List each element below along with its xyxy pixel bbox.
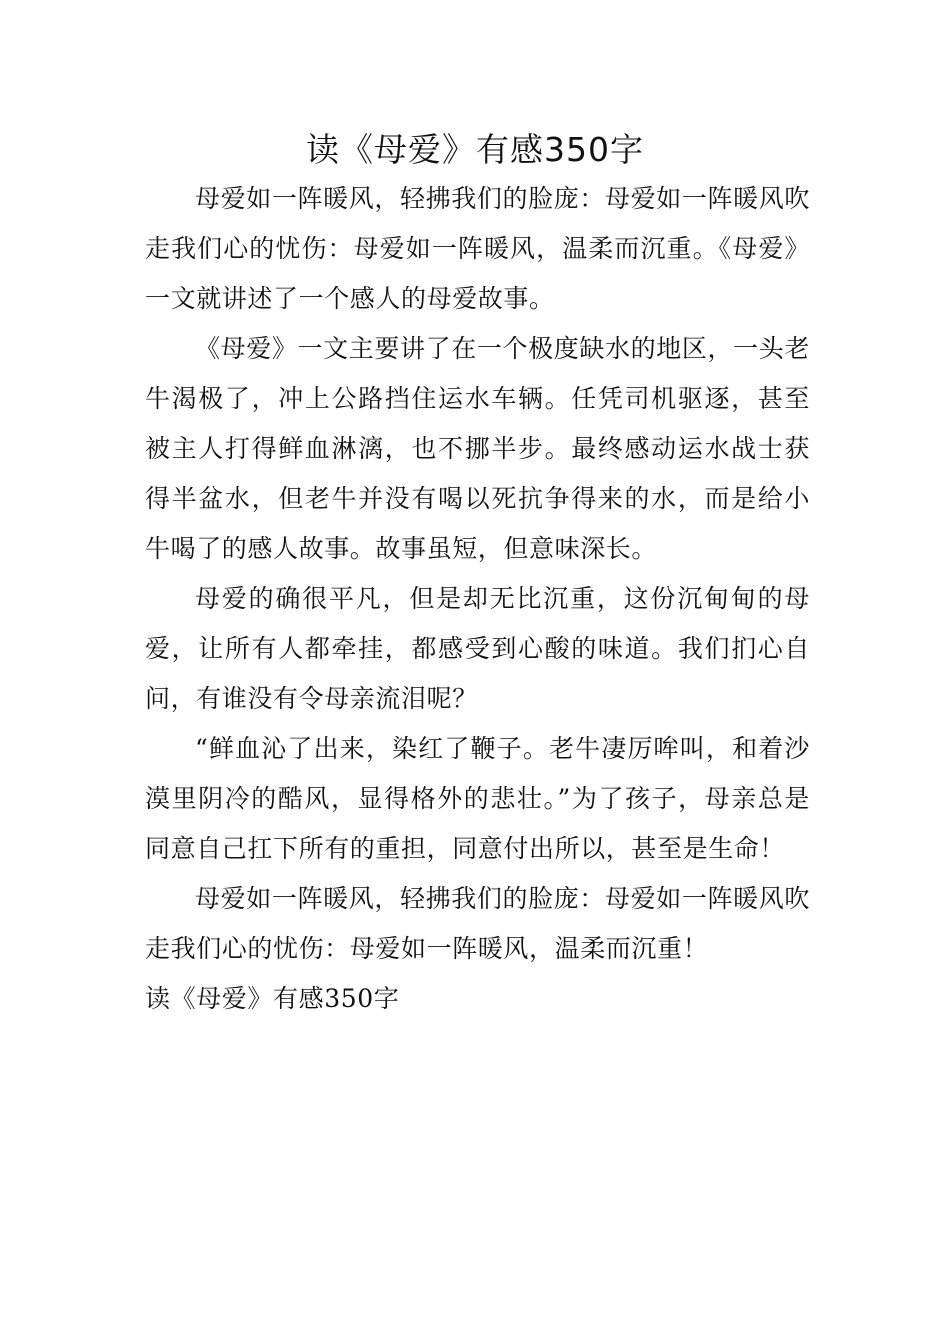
paragraph-2: 《母爱》一文主要讲了在一个极度缺水的地区，一头老牛渴极了，冲上公路挡住运水车辆。任凭司机驱逐，甚至被主人打得鲜血淋漓，也不挪半步。最终感动运水战士获得半盆水，但老牛并没有喝以死抗争得来的水，而是给小牛喝了的感人故事。故事虽短，但意味深长。 [145, 334, 810, 563]
document-body [145, 174, 810, 1024]
paragraph-5: 母爱如一阵暖风，轻拂我们的脸庞：母爱如一阵暖风吹走我们心的忧伤：母爱如一阵暖风，温柔而沉重！ [145, 884, 810, 963]
footer-title: 读《母爱》有感350字 [145, 984, 400, 1013]
paragraph-4: “鲜血沁了出来，染红了鞭子。老牛凄厉哞叫，和着沙漠里阴冷的酷风，显得格外的悲壮。”为了孩子，母亲总是同意自己扛下所有的重担，同意付出所以，甚至是生命！ [145, 734, 810, 863]
paragraph-1: 母爱如一阵暖风，轻拂我们的脸庞：母爱如一阵暖风吹走我们心的忧伤：母爱如一阵暖风，温柔而沉重。《母爱》一文就讲述了一个感人的母爱故事。 [145, 184, 810, 313]
paragraph-3: 母爱的确很平凡，但是却无比沉重，这份沉甸甸的母爱，让所有人都牵挂，都感受到心酸的味道。我们扪心自问，有谁没有令母亲流泪呢？ [145, 584, 810, 713]
document-title: 读《母爱》有感350字 [306, 130, 644, 169]
